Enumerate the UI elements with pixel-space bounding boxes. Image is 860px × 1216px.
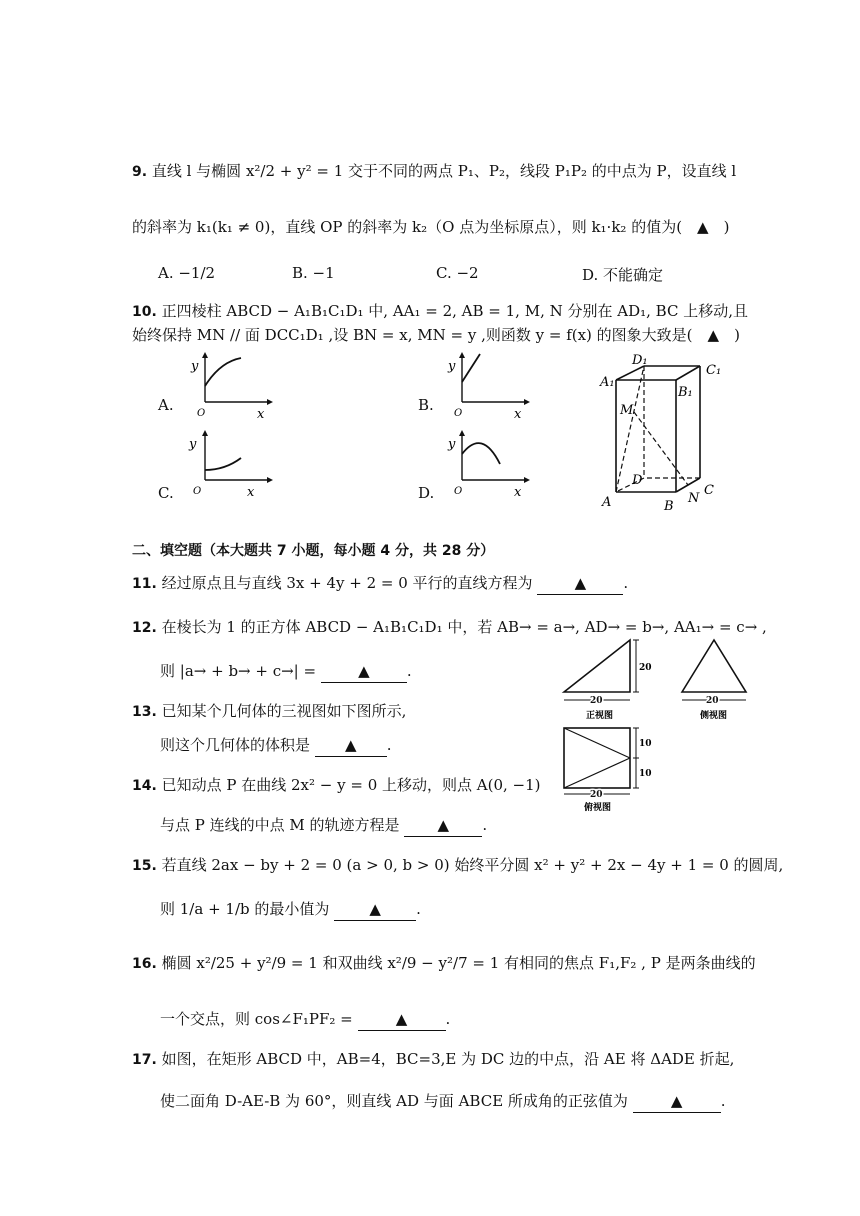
q14-text-1: 已知动点 P 在曲线 2x² − y = 0 上移动，则点 A(0, −1) xyxy=(161,776,541,794)
q9-option-a: A. −1/2 xyxy=(158,264,216,282)
q14-line2 xyxy=(160,814,487,837)
q15-text-2: 则 1/a + 1/b 的最小值为 xyxy=(160,900,330,918)
q12-number: 12. xyxy=(132,620,157,636)
q13-text-1: 已知某个几何体的三视图如下图所示, xyxy=(161,702,407,720)
side-view-label: 侧视图 xyxy=(700,711,728,721)
q12-line1 xyxy=(132,616,767,639)
q11-blank: ▲ xyxy=(537,572,623,595)
q16-end: . xyxy=(445,1010,451,1028)
graph-c-x: x xyxy=(247,485,255,500)
q16-blank: ▲ xyxy=(358,1008,446,1031)
q14-text-2: 与点 P 连线的中点 M 的轨迹方程是 xyxy=(160,816,400,834)
q13-text-2: 则这个几何体的体积是 xyxy=(160,736,311,754)
q14-line1 xyxy=(132,774,541,797)
label-a1: A₁ xyxy=(600,375,615,390)
graph-a-o: O xyxy=(197,408,206,419)
q10-line2: 始终保持 MN // 面 DCC₁D₁ ,设 BN = x, MN = y ,则函数 y = f(x) 的图象大致是( ▲ ) xyxy=(132,326,740,344)
q10-text-1: 正四棱柱 ABCD − A₁B₁C₁D₁ 中, AA₁ = 2, AB = 1, M, N 分别在 AD₁, BC 上移动,且 xyxy=(161,302,749,320)
label-b1: B₁ xyxy=(678,385,693,400)
graph-d-y: y xyxy=(448,437,456,452)
q15-number: 15. xyxy=(132,858,157,874)
graph-c-y: y xyxy=(189,437,197,452)
label-a: A xyxy=(602,495,612,510)
q15-text-1: 若直线 2ax − by + 2 = 0 (a > 0, b > 0) 始终平分圆 x² + y² + 2x − 4y + 1 = 0 的圆周, xyxy=(161,856,784,874)
q12-end: . xyxy=(406,662,412,680)
q9-line2: 的斜率为 k₁(k₁ ≠ 0)，直线 OP 的斜率为 k₂（O 点为坐标原点），则 k₁·k₂ 的值为( ▲ ) xyxy=(132,218,730,236)
top-view xyxy=(560,724,660,814)
q10-option-c: C. xyxy=(158,484,174,502)
q17-blank: ▲ xyxy=(633,1090,721,1113)
q11-end: . xyxy=(623,574,629,592)
q9-option-b: B. −1 xyxy=(292,264,335,282)
q10-line1 xyxy=(132,300,748,323)
graph-d xyxy=(448,430,532,500)
top-dim-2: 10 xyxy=(639,769,652,779)
graph-c-o: O xyxy=(193,486,202,497)
side-view xyxy=(678,636,768,726)
q17-text-1: 如图，在矩形 ABCD 中，AB=4，BC=3,E 为 DC 边的中点，沿 AE 将 ΔADE 折起, xyxy=(161,1050,735,1068)
top-dim-w: 20 xyxy=(590,790,603,800)
label-c: C xyxy=(704,483,714,498)
q9-number: 9. xyxy=(132,164,148,180)
q10-option-a: A. xyxy=(158,396,174,414)
q14-end: . xyxy=(482,816,488,834)
q12-line2 xyxy=(160,660,412,683)
q15-blank: ▲ xyxy=(334,898,416,921)
q13-line1 xyxy=(132,700,406,723)
q9-option-c: C. −2 xyxy=(436,264,479,282)
q13-end: . xyxy=(386,736,392,754)
front-dim-w: 20 xyxy=(590,696,603,706)
top-view-label: 俯视图 xyxy=(584,803,612,813)
label-d1: D₁ xyxy=(632,353,648,368)
q17-line2 xyxy=(160,1090,725,1113)
front-view xyxy=(560,636,660,726)
graph-a-y: y xyxy=(191,359,199,374)
graph-b-x: x xyxy=(514,407,522,422)
label-c1: C₁ xyxy=(706,363,722,378)
top-dim-1: 10 xyxy=(639,739,652,749)
side-dim-w: 20 xyxy=(706,696,719,706)
q15-line2 xyxy=(160,898,421,921)
front-dim-h: 20 xyxy=(639,663,652,673)
q16-line1 xyxy=(132,952,756,975)
q15-end: . xyxy=(416,900,421,918)
q11-number: 11. xyxy=(132,576,157,592)
graph-b-y: y xyxy=(448,359,456,374)
section-2-title: 二、填空题（本大题共 7 小题，每小题 4 分，共 28 分） xyxy=(132,543,495,559)
q10-option-b: B. xyxy=(418,396,434,414)
graph-d-x: x xyxy=(514,485,522,500)
q17-text-2: 使二面角 D-AE-B 为 60°，则直线 AD 与面 ABCE 所成角的正弦值为 xyxy=(160,1092,628,1110)
label-n: N xyxy=(688,491,700,506)
front-view-label: 正视图 xyxy=(586,711,614,721)
label-b: B xyxy=(664,499,674,514)
q12-blank: ▲ xyxy=(321,660,407,683)
graph-a xyxy=(191,352,275,422)
q13-blank: ▲ xyxy=(315,734,387,757)
q10-option-d: D. xyxy=(418,484,435,502)
q16-number: 16. xyxy=(132,956,157,972)
q10-number: 10. xyxy=(132,304,157,320)
q11-text: 经过原点且与直线 3x + 4y + 2 = 0 平行的直线方程为 xyxy=(161,574,533,592)
q17-end: . xyxy=(720,1092,726,1110)
q9-option-d: D. 不能确定 xyxy=(582,266,664,284)
q13-number: 13. xyxy=(132,704,157,720)
q16-line2 xyxy=(160,1008,450,1031)
q16-text-1: 椭圆 x²/25 + y²/9 = 1 和双曲线 x²/9 − y²/7 = 1 有相同的焦点 F₁,F₂ , P 是两条曲线的 xyxy=(161,954,756,972)
q17-number: 17. xyxy=(132,1052,157,1068)
q16-text-2: 一个交点，则 cos∠F₁PF₂ = xyxy=(160,1010,353,1028)
q11 xyxy=(132,572,628,595)
q17-line1 xyxy=(132,1048,734,1071)
graph-d-o: O xyxy=(454,486,463,497)
q15-line1 xyxy=(132,854,783,877)
q14-number: 14. xyxy=(132,778,157,794)
q12-text-1: 在棱长为 1 的正方体 ABCD − A₁B₁C₁D₁ 中，若 AB→ = a→, AD→ = b→, AA₁→ = c→ , xyxy=(161,618,767,636)
q13-line2 xyxy=(160,734,392,757)
graph-c xyxy=(189,430,275,500)
graph-a-x: x xyxy=(257,407,265,422)
q9-line1 xyxy=(132,160,736,183)
label-m: M xyxy=(620,403,634,418)
prism-figure xyxy=(596,353,736,516)
q9-text-1: 直线 l 与椭圆 x²/2 + y² = 1 交于不同的两点 P₁、P₂，线段 P₁P₂ 的中点为 P，设直线 l xyxy=(151,162,737,180)
q14-blank: ▲ xyxy=(404,814,482,837)
q12-text-2: 则 |a→ + b→ + c→| = xyxy=(160,662,317,680)
label-d: D xyxy=(632,473,643,488)
graph-b xyxy=(448,352,532,422)
graph-b-o: O xyxy=(454,408,463,419)
